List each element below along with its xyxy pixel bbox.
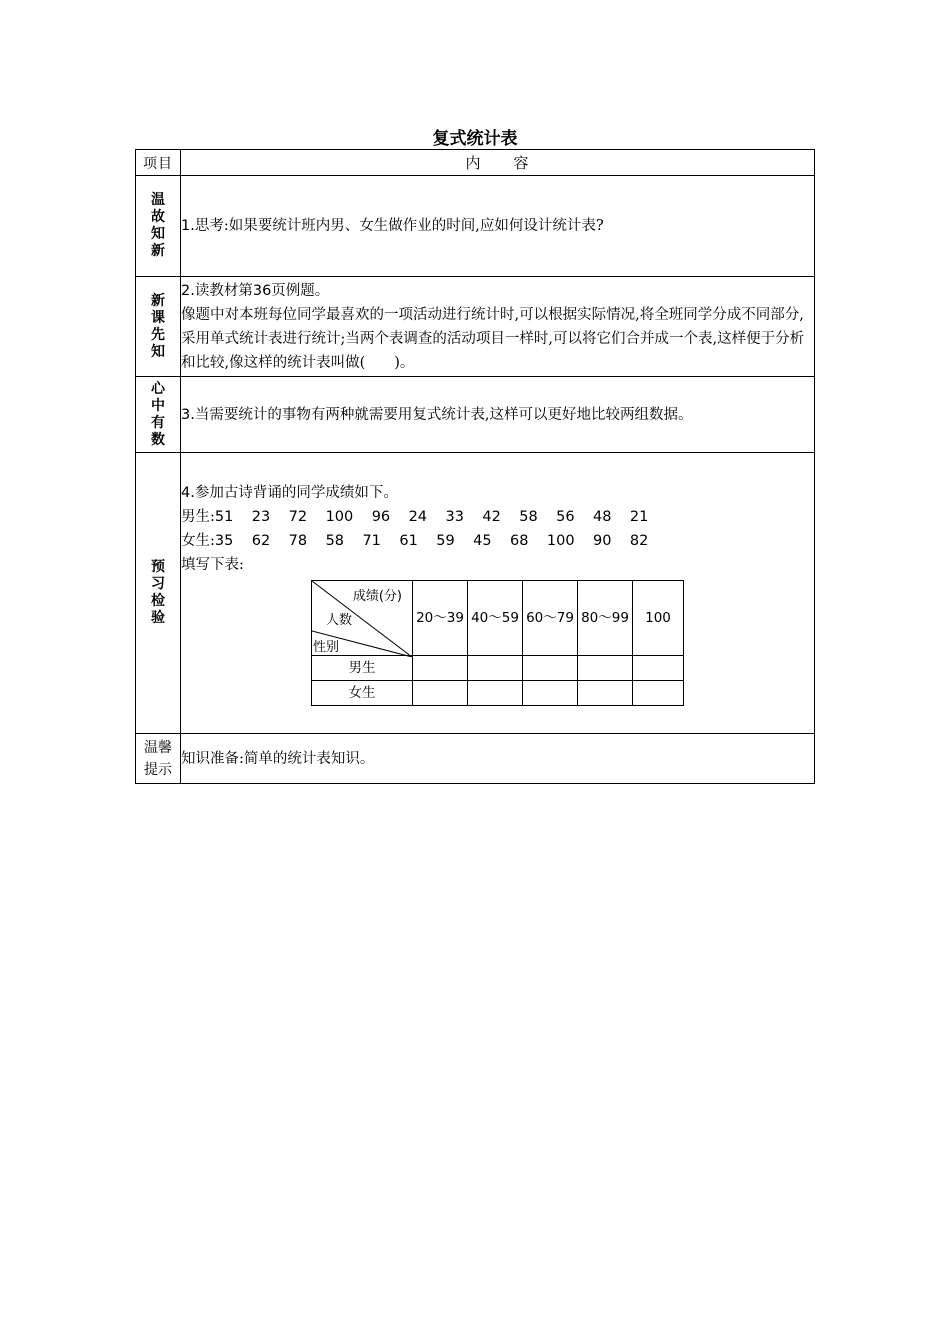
section-tip xyxy=(136,734,815,784)
fill-instruction: 填写下表: xyxy=(181,557,244,573)
question-number: 2 xyxy=(181,283,191,299)
score: 96 xyxy=(371,509,391,525)
section-content: 知识准备:简单的统计表知识。 xyxy=(181,734,815,784)
boys-scores xyxy=(181,505,814,529)
blank-cell[interactable] xyxy=(413,681,468,706)
diagonal-gender-label: 性别 xyxy=(313,640,340,655)
question-text: .参加古诗背诵的同学成绩如下。 xyxy=(190,485,398,501)
score-table xyxy=(311,580,684,706)
range-header: 40～59 xyxy=(468,581,523,656)
blank-cell[interactable] xyxy=(413,656,468,681)
range-header: 80～99 xyxy=(578,581,633,656)
girls-row xyxy=(312,681,684,706)
score: 35 xyxy=(214,533,234,549)
score: 42 xyxy=(482,509,501,525)
range-header: 60～79 xyxy=(523,581,578,656)
girls-scores xyxy=(181,529,814,553)
header-row xyxy=(136,150,815,176)
blank-cell[interactable] xyxy=(633,656,684,681)
question-number: 1 xyxy=(181,218,191,234)
girls-label: 女生: xyxy=(181,533,215,549)
blank-cell[interactable] xyxy=(578,681,633,706)
section-review xyxy=(136,176,815,277)
section-preview-check xyxy=(136,453,815,734)
blank-cell[interactable] xyxy=(523,656,578,681)
section-label-text: 心中有数 xyxy=(151,380,165,448)
section-content xyxy=(181,453,815,734)
score: 100 xyxy=(546,533,575,549)
boys-row xyxy=(312,656,684,681)
section-content xyxy=(181,277,815,377)
score: 51 xyxy=(214,509,234,525)
question-text-after: 页例题。 xyxy=(271,283,330,299)
section-label xyxy=(136,377,181,453)
question-text: .读教材第 xyxy=(190,283,253,299)
section-content xyxy=(181,377,815,453)
page-title: 复式统计表 xyxy=(432,129,518,149)
score: 62 xyxy=(251,533,271,549)
blank-cell[interactable] xyxy=(633,681,684,706)
page-number: 36 xyxy=(252,283,272,299)
score: 45 xyxy=(473,533,492,549)
section-label xyxy=(136,176,181,277)
section-new-lesson xyxy=(136,277,815,377)
score: 58 xyxy=(325,533,345,549)
score: 21 xyxy=(629,509,649,525)
blank-cell[interactable] xyxy=(523,681,578,706)
section-label-text: 温故知新 xyxy=(151,192,165,259)
row-label: 男生 xyxy=(312,656,413,681)
score: 100 xyxy=(325,509,354,525)
score: 72 xyxy=(288,509,308,525)
score: 23 xyxy=(251,509,271,525)
diagonal-score-label: 成绩(分) xyxy=(352,589,402,604)
score: 61 xyxy=(399,533,418,549)
diagonal-header-cell xyxy=(312,581,413,656)
score: 59 xyxy=(436,533,455,549)
range-header: 100 xyxy=(633,581,684,656)
question-body: 像题中对本班每位同学最喜欢的一项活动进行统计时,可以根据实际情况,将全班同学分成不同部分,采用单式统计表进行统计;当两个表调查的活动项目一样时,可以将它们合并成一个表,这样便于分析和比较,像这样的统计表叫做( )。 xyxy=(181,307,805,371)
header-item: 项目 xyxy=(136,150,181,176)
score: 71 xyxy=(362,533,381,549)
score: 90 xyxy=(593,533,612,549)
question-number: 3 xyxy=(181,406,191,423)
section-content xyxy=(181,176,815,277)
header-content: 内 容 xyxy=(181,150,815,176)
range-header: 20～39 xyxy=(413,581,468,656)
blank-cell[interactable] xyxy=(468,681,523,706)
section-label xyxy=(136,453,181,734)
section-label xyxy=(136,734,181,784)
score: 33 xyxy=(445,509,464,525)
score: 68 xyxy=(510,533,529,549)
score: 24 xyxy=(408,509,428,525)
score: 78 xyxy=(288,533,308,549)
score: 48 xyxy=(593,509,612,525)
score: 82 xyxy=(629,533,649,549)
section-label-text: 温馨提示 xyxy=(144,739,172,778)
row-label: 女生 xyxy=(312,681,413,706)
main-table xyxy=(135,149,815,784)
blank-cell[interactable] xyxy=(578,656,633,681)
section-label-text: 新课先知 xyxy=(151,292,165,360)
section-label xyxy=(136,277,181,377)
score: 58 xyxy=(519,509,538,525)
section-label-text: 预习检验 xyxy=(151,559,165,626)
score: 56 xyxy=(556,509,575,525)
diagonal-count-label: 人数 xyxy=(326,613,353,628)
question-text: .思考:如果要统计班内男、女生做作业的时间,应如何设计统计表? xyxy=(190,218,604,234)
score-table-header xyxy=(312,581,684,656)
question-number: 4 xyxy=(181,485,191,501)
question-text: .当需要统计的事物有两种就需要用复式统计表,这样可以更好地比较两组数据。 xyxy=(190,406,693,423)
boys-label: 男生: xyxy=(181,509,215,525)
section-key-points xyxy=(136,377,815,453)
blank-cell[interactable] xyxy=(468,656,523,681)
